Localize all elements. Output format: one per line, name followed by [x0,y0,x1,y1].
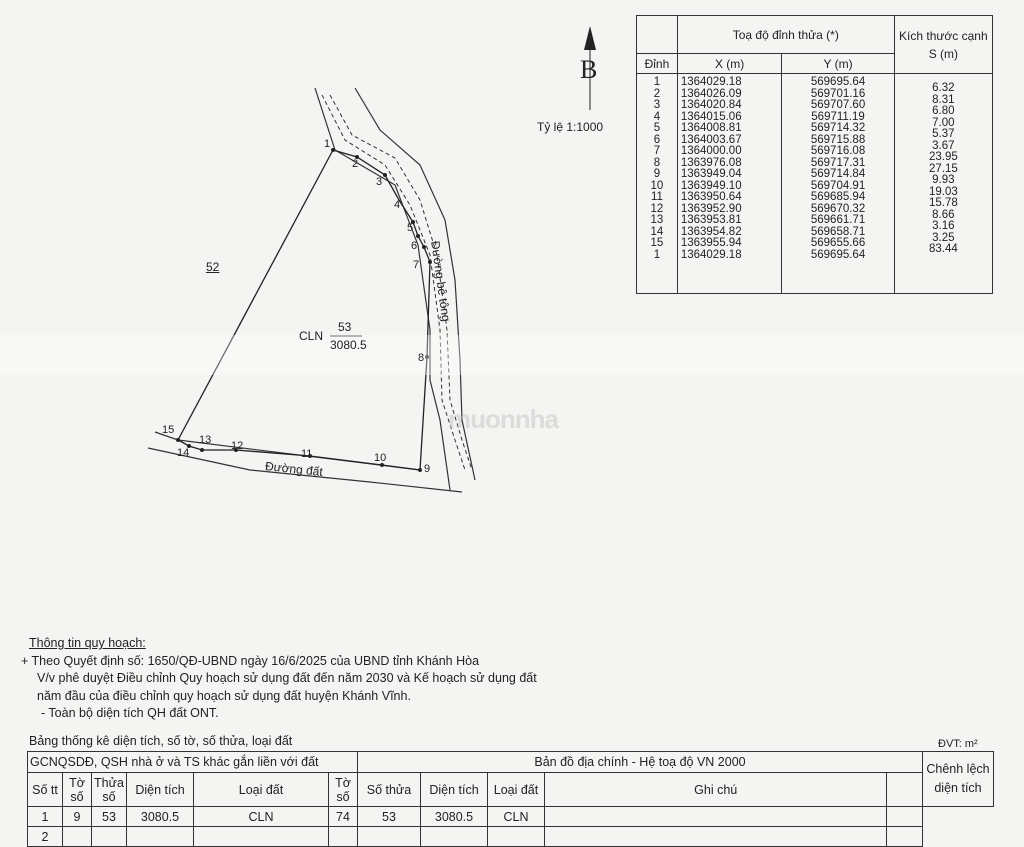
y-coord-cell: 569701.16 [810,87,866,100]
north-arrow-head [584,26,596,50]
vertex-label-3: 3 [376,176,383,188]
vertex-id-cell: 11 [650,191,663,203]
y-header: Y (m) [782,54,894,74]
diff-header: Chênh lệch diện tích [923,752,994,807]
table-row [28,807,994,827]
cell: 9 [63,807,92,827]
vertex-id-cell: 13 [650,214,664,226]
x-coord-cell: 1364029.18 [680,76,742,88]
north-letter: B [580,55,598,84]
edge-length-cell: 3.16 [932,220,955,232]
cell: 3080.5 [127,807,194,827]
col-sothua: Số thửa [358,773,421,807]
edge-length-cell: 9.93 [932,174,955,186]
col-dt2: Diện tích [421,773,488,807]
land-code: CLN [299,329,324,343]
x-coord-cell: 1363949.10 [680,179,742,192]
vertex-label-13: 13 [199,434,212,446]
y-coord-cell: 569707.60 [810,99,866,111]
y-coord-cell: 569695.64 [810,248,866,261]
col-ghichu: Ghi chú [545,773,887,807]
x-coord-cell: 1364008.81 [680,122,742,134]
x-coord-cell: 1364026.09 [680,87,742,100]
edge-length-cell: 6.32 [932,82,955,94]
y-coord-cell: 569717.31 [810,156,866,169]
table-row [28,827,994,847]
vertex-id-cell: 2 [653,87,661,100]
col-thua: Thửa số [92,773,127,807]
coordinate-table [636,15,993,294]
edge-length-cell: 83.44 [928,243,958,255]
group-right-header: Bản đồ địa chính - Hệ toạ độ VN 2000 [358,752,923,773]
col-to2: Tờ số [329,773,358,807]
vertex-id-cell: 6 [653,133,661,146]
planning-line-4: - Toàn bộ diện tích QH đất ONT. [41,706,219,720]
parcel-boundary [178,150,430,470]
x-coord-cell: 1363955.94 [680,237,742,249]
watermark-logo: muonnha [448,404,558,434]
planning-title: Thông tin quy hoạch: [29,636,146,650]
x-coord-cell: 1364000.00 [680,145,742,157]
stats-table [27,751,994,847]
vertex-label-2: 2 [352,158,359,170]
x-coord-cell: 1363950.64 [680,191,742,203]
x-coord-cell: 1363952.90 [680,202,742,215]
y-coord-cell: 569704.91 [810,179,866,192]
col-loai: Loại đất [194,773,329,807]
cell: 1 [28,807,63,827]
vertex-label-4: 4 [394,199,401,211]
vertex-label-9: 9 [424,463,431,475]
vertex-label-12: 12 [231,440,244,452]
coord-header: Toạ độ đỉnh thửa (*) [677,16,894,54]
cell [887,807,923,827]
x-coord-cell: 1363953.81 [680,214,742,226]
vertex-label-7: 7 [413,259,420,271]
col-to: Tờ số [63,773,92,807]
vertex-id-cell: 5 [653,122,661,134]
stats-title: Bảng thống kê diện tích, số tờ, số thửa, loại đất [29,734,293,748]
cell: 2 [28,827,63,847]
x-coord-cell: 1364003.67 [680,133,742,146]
scale-label: Tỷ lệ 1:1000 [537,120,604,134]
y-coord-cell: 569658.71 [810,225,866,238]
edge-length-cell: 23.95 [928,151,958,163]
planning-info [21,635,537,723]
edge-column [894,74,992,294]
edge-length-cell: 6.80 [932,105,955,117]
vertex-label-11: 11 [301,448,313,460]
col-loai2: Loại đất [488,773,545,807]
y-coord-cell: 569670.32 [810,202,866,215]
vertex-id-cell: 3 [653,99,661,111]
vertex-label-14: 14 [177,447,190,459]
y-coord-cell: 569661.71 [810,214,866,226]
concrete-road-label: Đường bê tông [428,240,454,323]
vertex-id-cell: 7 [653,145,661,157]
col-dt: Diện tích [127,773,194,807]
cell: 53 [92,807,127,827]
neighbor-parcel-number: 52 [206,260,220,274]
cell [545,807,887,827]
vertex-id-cell: 1 [653,248,661,261]
vertex-label-6: 6 [411,240,418,252]
y-coord-cell: 569714.32 [810,122,866,134]
y-coord-cell: 569655.66 [810,237,866,249]
vertex-label-15: 15 [162,424,175,436]
y-coord-cell: 569685.94 [810,191,866,203]
vertex-id-cell: 9 [653,168,661,180]
edge-length-cell: 3.25 [932,231,955,244]
x-coord-cell: 1364015.06 [680,110,742,123]
y-coord-cell: 569715.88 [810,133,866,146]
edge-header-unit: S (m) [928,46,959,61]
parcel-number: 53 [338,320,352,334]
vertex-label-8: 8 [418,352,425,364]
x-coord-cell: 1364029.18 [680,248,742,261]
cell: CLN [488,807,545,827]
group-left-header: GCNQSDĐ, QSH nhà ở và TS khác gắn liền với đất [28,752,358,773]
edge-length-cell: 27.15 [928,162,958,175]
edge-length-cell: 19.03 [928,185,958,198]
y-coord-cell: 569695.64 [810,76,866,88]
vertex-header: Đỉnh [637,54,678,74]
edge-length-cell: 3.67 [932,139,955,152]
vertex-id-cell: 1 [653,76,661,88]
vertex-id-cell: 10 [650,179,664,192]
x-coord-cell: 1364020.84 [680,99,742,111]
edge-length-cell: 8.66 [932,208,955,221]
edge-length-cell: 5.37 [932,128,955,140]
x-coord-cell: 1363976.08 [680,156,742,169]
vertex-id-cell: 14 [650,225,664,238]
y-column [782,74,894,294]
vertex-label-5: 5 [407,222,414,234]
y-coord-cell: 569716.08 [810,145,866,157]
y-coord-cell: 569711.19 [811,110,865,123]
edge-length-cell: 15.78 [928,197,958,209]
vertex-id-cell: 12 [650,202,664,215]
edge-length-cell: 7.00 [932,116,955,129]
vertex-label-10: 10 [374,452,387,464]
vertex-id-cell: 8 [653,156,661,169]
planning-line-1: + Theo Quyết định số: 1650/QĐ-UBND ngày 16/6/2025 của UBND tỉnh Khánh Hòa [21,653,480,668]
scan-band [0,335,1024,375]
vertex-id-cell: 4 [653,110,661,123]
cell: 74 [329,807,358,827]
vertex-label-1: 1 [324,138,331,150]
x-column [677,74,782,294]
cell: CLN [194,807,329,827]
edge-length-cell: 8.31 [932,93,955,106]
cell: 3080.5 [421,807,488,827]
x-header: X (m) [677,54,782,74]
x-coord-cell: 1363954.82 [680,225,742,238]
edge-header [894,16,992,74]
planning-line-3: năm đầu của điều chỉnh quy hoạch sử dụng đất huyện Khánh Vĩnh. [37,688,411,703]
x-coord-cell: 1363949.04 [680,168,742,180]
y-coord-cell: 569714.84 [810,168,866,180]
vertex-id-cell: 15 [650,237,664,249]
parcel-area: 3080.5 [330,338,367,352]
vertex-column [637,74,678,294]
edge-header-title: Kích thước cạnh [899,28,988,43]
planning-line-2: V/v phê duyệt Điều chỉnh Quy hoạch sử dụng đất đến năm 2030 và Kế hoạch sử dụng đất [37,671,537,685]
col-stt: Số tt [28,773,63,807]
dirt-road-label: Đường đất [264,459,324,479]
cell: 53 [358,807,421,827]
vertex-points [176,148,432,472]
stats-unit: ĐVT: m² [938,738,978,750]
